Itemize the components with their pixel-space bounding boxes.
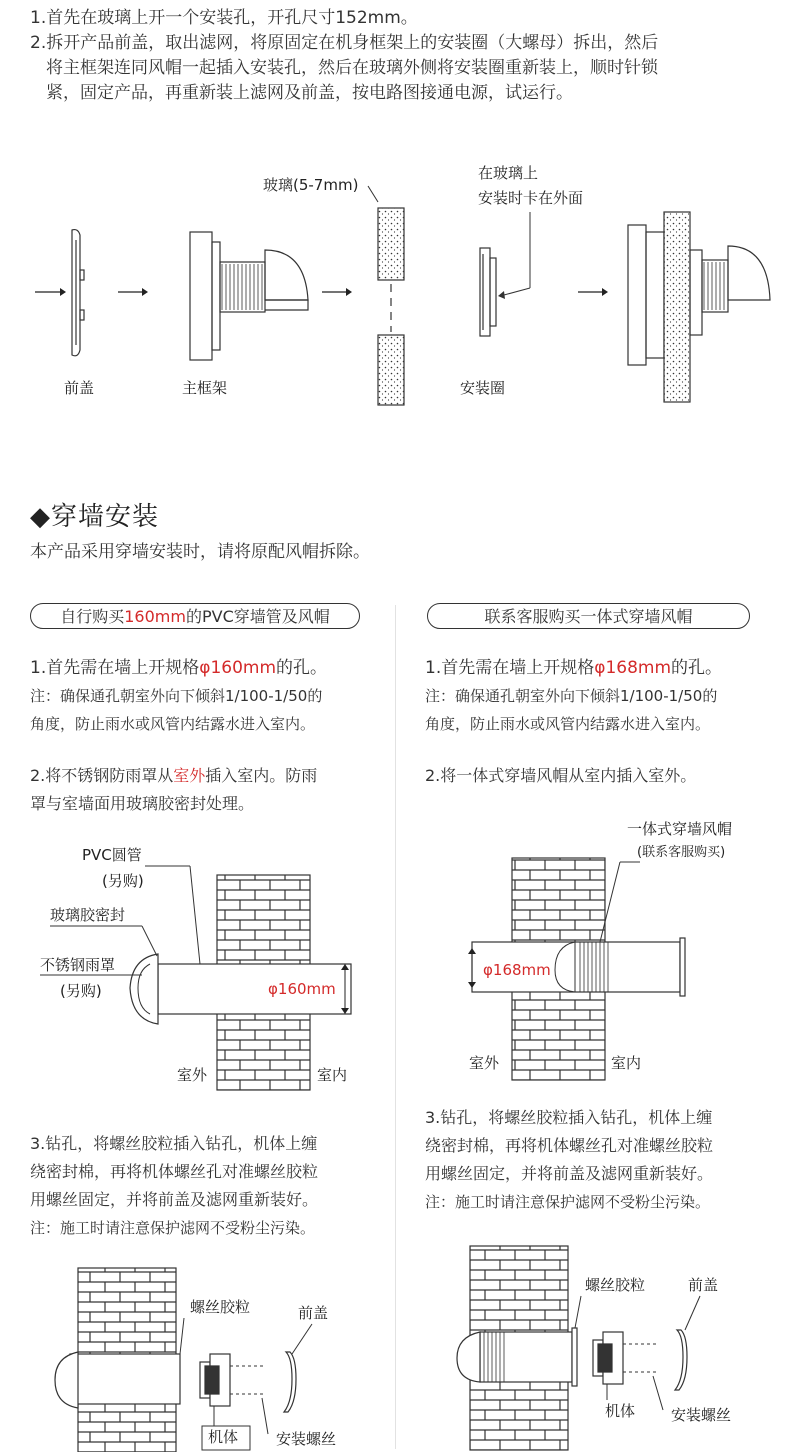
section-subtitle: 本产品采用穿墙安装时，请将原配风帽拆除。 [30, 542, 370, 562]
right-step1-block [425, 654, 785, 738]
right-step1-post: 的孔。 [671, 658, 723, 678]
right-step3-block [425, 1104, 785, 1216]
arrow-icon [118, 288, 148, 296]
right-screw-label: 安装螺丝 [671, 1406, 732, 1424]
hood-sub-label: (另购) [60, 982, 102, 1000]
section-heading: ◆穿墙安装 [30, 502, 159, 532]
glass-label: 玻璃(5-7mm) [263, 176, 359, 194]
main-frame-drawing [190, 232, 308, 360]
left-step3-line1: 3.钻孔，将螺丝胶粒插入钻孔，机体上缠 [30, 1134, 318, 1153]
left-diameter-label: φ160mm [268, 980, 336, 998]
left-body-label: 机体 [208, 1428, 239, 1446]
right-step3-line1: 3.钻孔，将螺丝胶粒插入钻孔，机体上缠 [425, 1108, 713, 1127]
left-indoor-label: 室内 [317, 1066, 348, 1084]
left-step1-size: φ160mm [199, 658, 277, 678]
left-pill-size: 160mm [124, 607, 186, 626]
body-unit-drawing [200, 1354, 230, 1406]
right-step1-size: φ168mm [594, 658, 672, 678]
right-step3-line3: 用螺丝固定，并将前盖及滤网重新装好。 [425, 1164, 714, 1183]
left-pill-pre: 自行购买 [60, 607, 125, 626]
left-cover-label: 前盖 [298, 1304, 329, 1322]
glass-note-line1: 在玻璃上 [478, 164, 539, 182]
left-anchor-label: 螺丝胶粒 [190, 1298, 251, 1316]
left-step2-post: 插入室内。防雨 [205, 766, 318, 785]
pvc-label: PVC圆管 [82, 846, 142, 864]
install-ring-label: 安装圈 [460, 379, 506, 397]
right-note-line2: 角度，防止雨水或风管内结露水进入室内。 [425, 715, 711, 733]
left-note-line1: 注：确保通孔朝室外向下倾斜1/100-1/50的 [30, 687, 323, 705]
intro-text [30, 6, 770, 106]
right-diameter-label: φ168mm [483, 961, 551, 979]
right-body-label: 机体 [605, 1402, 636, 1420]
pvc-sub-label: (另购) [102, 872, 144, 890]
left-step3-line2: 绕密封棉，再将机体螺丝孔对准螺丝胶粒 [30, 1162, 319, 1181]
arrow-icon [498, 288, 530, 299]
assembled-unit-drawing [628, 212, 770, 402]
arrow-icon [35, 288, 66, 296]
right-step2: 2.将一体式穿墙风帽从室内插入室外。 [425, 766, 697, 785]
left-step3-line3: 用螺丝固定，并将前盖及滤网重新装好。 [30, 1190, 319, 1209]
left-step2-pre: 2.将不锈钢防雨罩从 [30, 766, 174, 785]
left-outdoor-label: 室外 [177, 1066, 208, 1084]
left-step1-pre: 1.首先需在墙上开规格 [30, 658, 200, 678]
right-step1-pre: 1.首先需在墙上开规格 [425, 658, 595, 678]
front-cover-part [284, 1352, 296, 1412]
right-hood-label: 一体式穿墙风帽 [627, 820, 733, 838]
glass-note-line2: 安装时卡在外面 [478, 189, 584, 207]
right-indoor-label: 室内 [611, 1054, 642, 1072]
glass-pane-drawing [378, 208, 404, 405]
right-assembly-diagram [395, 1240, 790, 1450]
left-option-pill [30, 603, 360, 629]
main-frame-label: 主框架 [182, 379, 228, 397]
right-step3-line2: 绕密封棉，再将机体螺丝孔对准螺丝胶粒 [425, 1136, 714, 1155]
right-outdoor-label: 室外 [469, 1054, 500, 1072]
left-step3-note: 注：施工时请注意保护滤网不受粉尘污染。 [30, 1219, 316, 1237]
hood-label: 不锈钢雨罩 [40, 956, 116, 974]
front-cover-drawing [72, 230, 84, 356]
left-step2-red: 室外 [173, 766, 206, 785]
arrow-icon [578, 288, 608, 296]
intro-step2-line3: 紧，固定产品，再重新装上滤网及前盖，按电路图接通电源，试运行。 [46, 83, 573, 103]
glass-install-diagram [0, 150, 790, 450]
front-cover-label: 前盖 [64, 379, 95, 397]
intro-step2-line1: 2.拆开产品前盖，取出滤网，将原固定在机身框架上的安装圈（大螺母）拆出，然后 [30, 33, 659, 53]
right-hood-sub-label: (联系客服购买) [637, 845, 726, 860]
left-step3-block [30, 1130, 390, 1242]
arrow-icon [322, 288, 352, 296]
glue-label: 玻璃胶密封 [50, 906, 126, 924]
right-cover-label: 前盖 [688, 1276, 719, 1294]
intro-step1: 1.首先在玻璃上开一个安装孔，开孔尺寸152mm。 [30, 8, 418, 28]
right-anchor-label: 螺丝胶粒 [585, 1276, 646, 1294]
right-wall-diagram [395, 810, 790, 1080]
left-wall-diagram [0, 830, 395, 1090]
right-step3-note: 注：施工时请注意保护滤网不受粉尘污染。 [425, 1193, 711, 1211]
left-step1-post: 的孔。 [276, 658, 328, 678]
left-step2-line2: 罩与室墙面用玻璃胶密封处理。 [30, 794, 255, 813]
left-step2-block [30, 762, 385, 818]
left-screw-label: 安装螺丝 [276, 1430, 337, 1448]
right-option-pill: 联系客服购买一体式穿墙风帽 [427, 603, 750, 629]
left-assembly-diagram [0, 1262, 395, 1452]
right-note-line1: 注：确保通孔朝室外向下倾斜1/100-1/50的 [425, 687, 718, 705]
left-pill-post: 的PVC穿墙管及风帽 [185, 607, 330, 626]
left-note-line2: 角度，防止雨水或风管内结露水进入室内。 [30, 715, 316, 733]
left-step1-block [30, 654, 385, 738]
install-ring-drawing [480, 248, 496, 336]
intro-step2-line2: 将主框架连同风帽一起插入安装孔，然后在玻璃外侧将安装圈重新装上，顺时针锁 [46, 58, 658, 78]
